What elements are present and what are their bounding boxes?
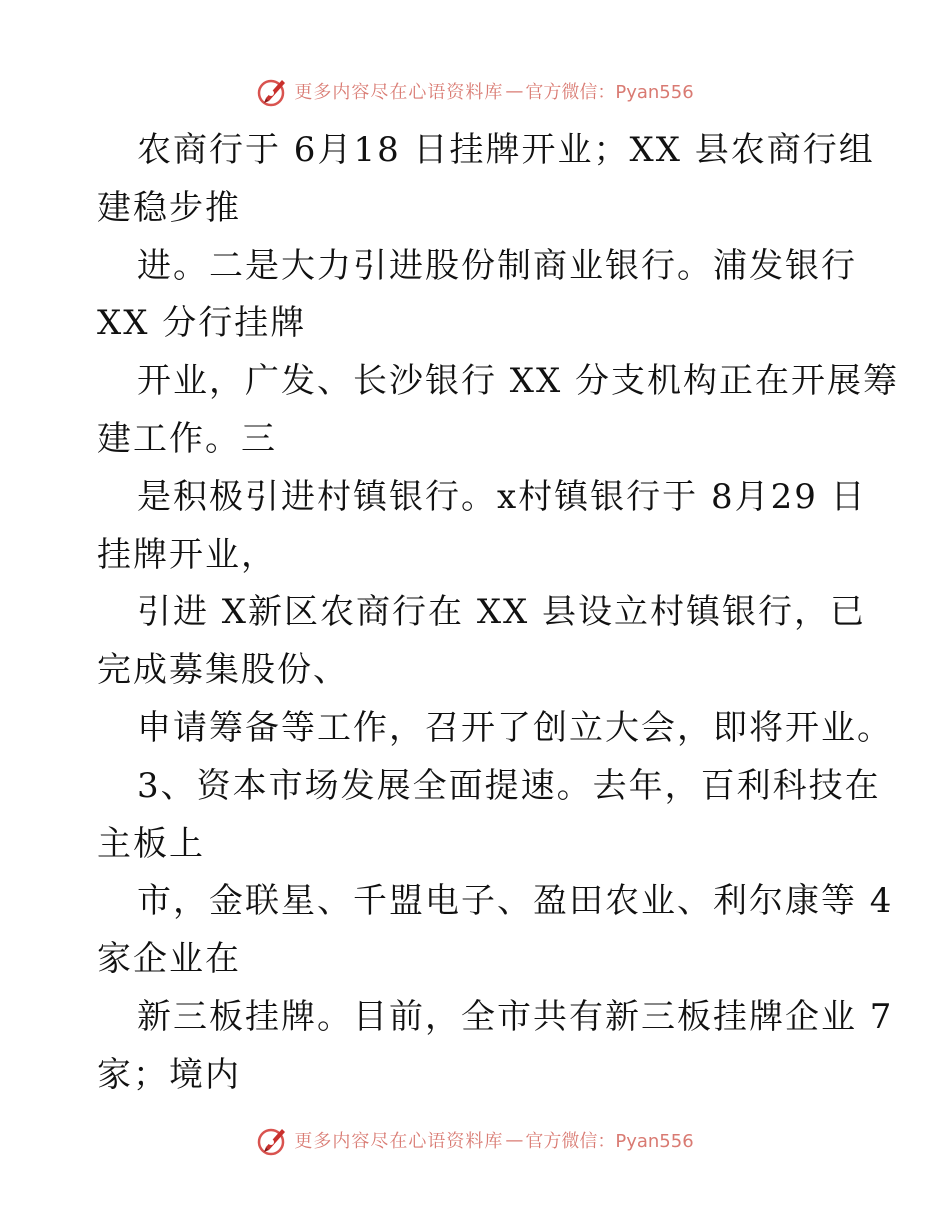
watermark-site-text: 更多内容尽在心语资料库 bbox=[294, 82, 504, 103]
watermark-separator: — bbox=[505, 1129, 524, 1151]
text-line: 完成募集股份、 bbox=[97, 650, 349, 691]
watermark-site-text: 更多内容尽在心语资料库 bbox=[294, 1131, 504, 1152]
header-watermark bbox=[0, 71, 950, 111]
text-line: 建工作。三 bbox=[97, 418, 277, 459]
footer-watermark bbox=[0, 1120, 950, 1160]
text-line: 家；境内 bbox=[97, 1054, 241, 1095]
text-line: XX 分行挂牌 bbox=[97, 303, 307, 344]
text-line: 农商行于 6月18 日挂牌开业；XX 县农商行组 bbox=[137, 130, 875, 170]
text-line: 挂牌开业， bbox=[97, 534, 277, 575]
watermark-wechat-text: 官方微信：Pyan556 bbox=[525, 82, 694, 103]
watermark-wechat-text: 官方微信：Pyan556 bbox=[525, 1131, 694, 1152]
text-line: 3、资本市场发展全面提速。去年，百利科技在 bbox=[137, 765, 881, 806]
text-line: 新三板挂牌。目前，全市共有新三板挂牌企业 7 bbox=[137, 996, 894, 1037]
text-line: 市，金联星、千盟电子、盈田农业、利尔康等 4 bbox=[137, 881, 894, 922]
text-line: 建稳步推 bbox=[97, 187, 241, 228]
watermark-separator: — bbox=[505, 80, 524, 102]
text-line: 申请筹备等工作，召开了创立大会，即将开业。 bbox=[137, 707, 893, 748]
pen-logo-icon bbox=[256, 1123, 290, 1157]
text-line: 进。二是大力引进股份制商业银行。浦发银行 bbox=[137, 245, 857, 286]
text-line: 引进 X新区农商行在 XX 县设立村镇银行，已 bbox=[137, 592, 867, 633]
text-line: 主板上 bbox=[97, 823, 205, 864]
text-line: 是积极引进村镇银行。x村镇银行于 8月29 日 bbox=[137, 476, 867, 517]
body-text bbox=[97, 122, 900, 1105]
text-line: 开业，广发、长沙银行 XX 分支机构正在开展筹 bbox=[137, 361, 900, 402]
pen-logo-icon bbox=[256, 74, 290, 108]
text-line: 家企业在 bbox=[97, 939, 241, 980]
